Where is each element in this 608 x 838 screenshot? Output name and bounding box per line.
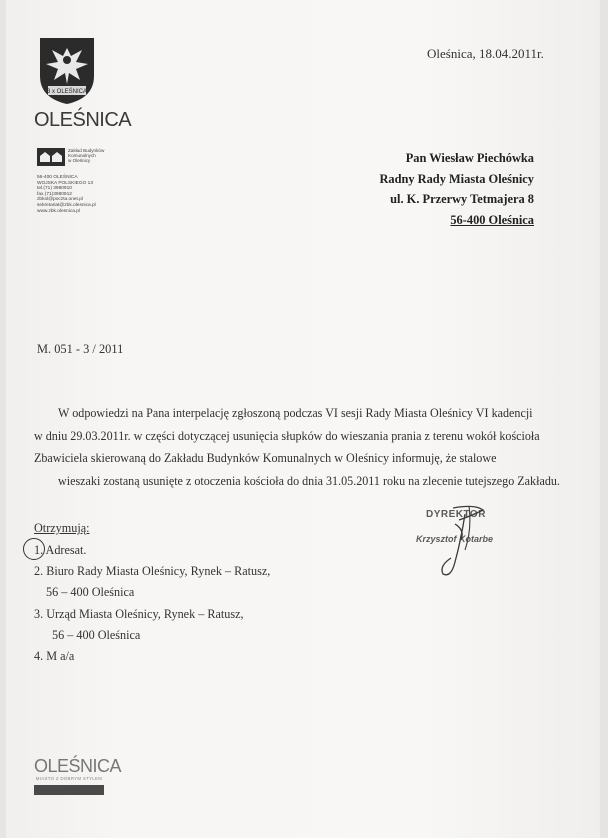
recipient-name: Pan Wiesław Piechówka <box>405 151 534 165</box>
contact-line: sekretariat@zbk.olesnica.pl <box>37 202 96 208</box>
body-line: Zbawiciela skierowaną do Zakładu Budynków Komunalnych w Oleśnicy informuję, że stalowe <box>34 451 497 465</box>
recipient-street: ul. K. Przerwy Tetmajera 8 <box>390 192 534 206</box>
recipients-heading: Otrzymują: <box>34 521 90 535</box>
org-name <box>68 148 104 164</box>
contact-line: zbkol@poczta.onet.pl <box>37 197 83 203</box>
letter-body <box>34 402 560 492</box>
recipient-list-item: 4. M a/a <box>34 649 75 664</box>
footer-tagline: MIASTO Z DOBRYM STYLEM <box>35 776 103 781</box>
recipient-list-item: 56 – 400 Oleśnica <box>46 585 135 600</box>
org-name-line: w Oleśnicy <box>68 158 91 164</box>
contact-line: fax.(71)3980912 <box>37 191 72 197</box>
letter-date: Oleśnica, 18.04.2011r. <box>427 46 544 61</box>
body-line: w dniu 29.03.2011r. w części dotyczącej usunięcia słupków do wieszania prania z terenu wokół kościoła <box>34 428 540 443</box>
body-line: wieszaki zostaną usunięte z otoczenia kościoła do dnia 31.05.2011 roku na zlecenie tutejszego Zakładu. <box>58 473 560 488</box>
stamp-title: DYREKTOR <box>426 509 486 520</box>
reference-number: M. 051 - 3 / 2011 <box>37 342 124 356</box>
recipient-title: Radny Rady Miasta Oleśnicy <box>379 171 534 186</box>
handwritten-signature <box>425 500 505 582</box>
crest-banner-text: 3 x OLEŚNICA <box>46 89 88 95</box>
recipients-list <box>34 540 270 667</box>
zbk-logo-icon <box>37 148 65 166</box>
stamp-name: Krzysztof Kotarbe <box>416 534 494 544</box>
contact-line: www.zbk.olesnica.pl <box>37 208 80 214</box>
recipient-list-item: 56 – 400 Oleśnica <box>52 627 141 642</box>
footer-wordmark: OLEŚNICA <box>34 756 122 776</box>
org-contact <box>37 175 96 214</box>
city-wordmark: OLEŚNICA <box>34 109 132 131</box>
contact-line: tel.(71) 3980910 <box>37 186 72 192</box>
contact-line: WOJSKA POLSKIEGO 13 <box>37 180 93 186</box>
recipient-list-item: 2. Biuro Rady Miasta Oleśnicy, Rynek – Ratusz, <box>34 564 271 579</box>
body-line: W odpowiedzi na Pana interpelację zgłoszoną podczas VI sesji Rady Miasta Oleśnicy VI kadencji <box>58 406 533 420</box>
footer-bar <box>34 785 104 795</box>
recipient-city: 56-400 Oleśnica <box>450 212 534 227</box>
recipient-address <box>379 148 534 230</box>
recipient-list-item: 3. Urząd Miasta Oleśnicy, Rynek – Ratusz, <box>34 606 244 621</box>
scan-edge <box>0 0 6 838</box>
scan-edge <box>600 0 608 838</box>
contact-line: 56-400 OLEŚNICA <box>37 175 78 180</box>
city-crest-logo <box>38 36 96 106</box>
org-name-line: Zakład Budynków <box>68 148 105 153</box>
org-name-line: Komunalnych <box>68 153 96 159</box>
recipient-list-item: 1. Adresat. <box>34 543 87 557</box>
